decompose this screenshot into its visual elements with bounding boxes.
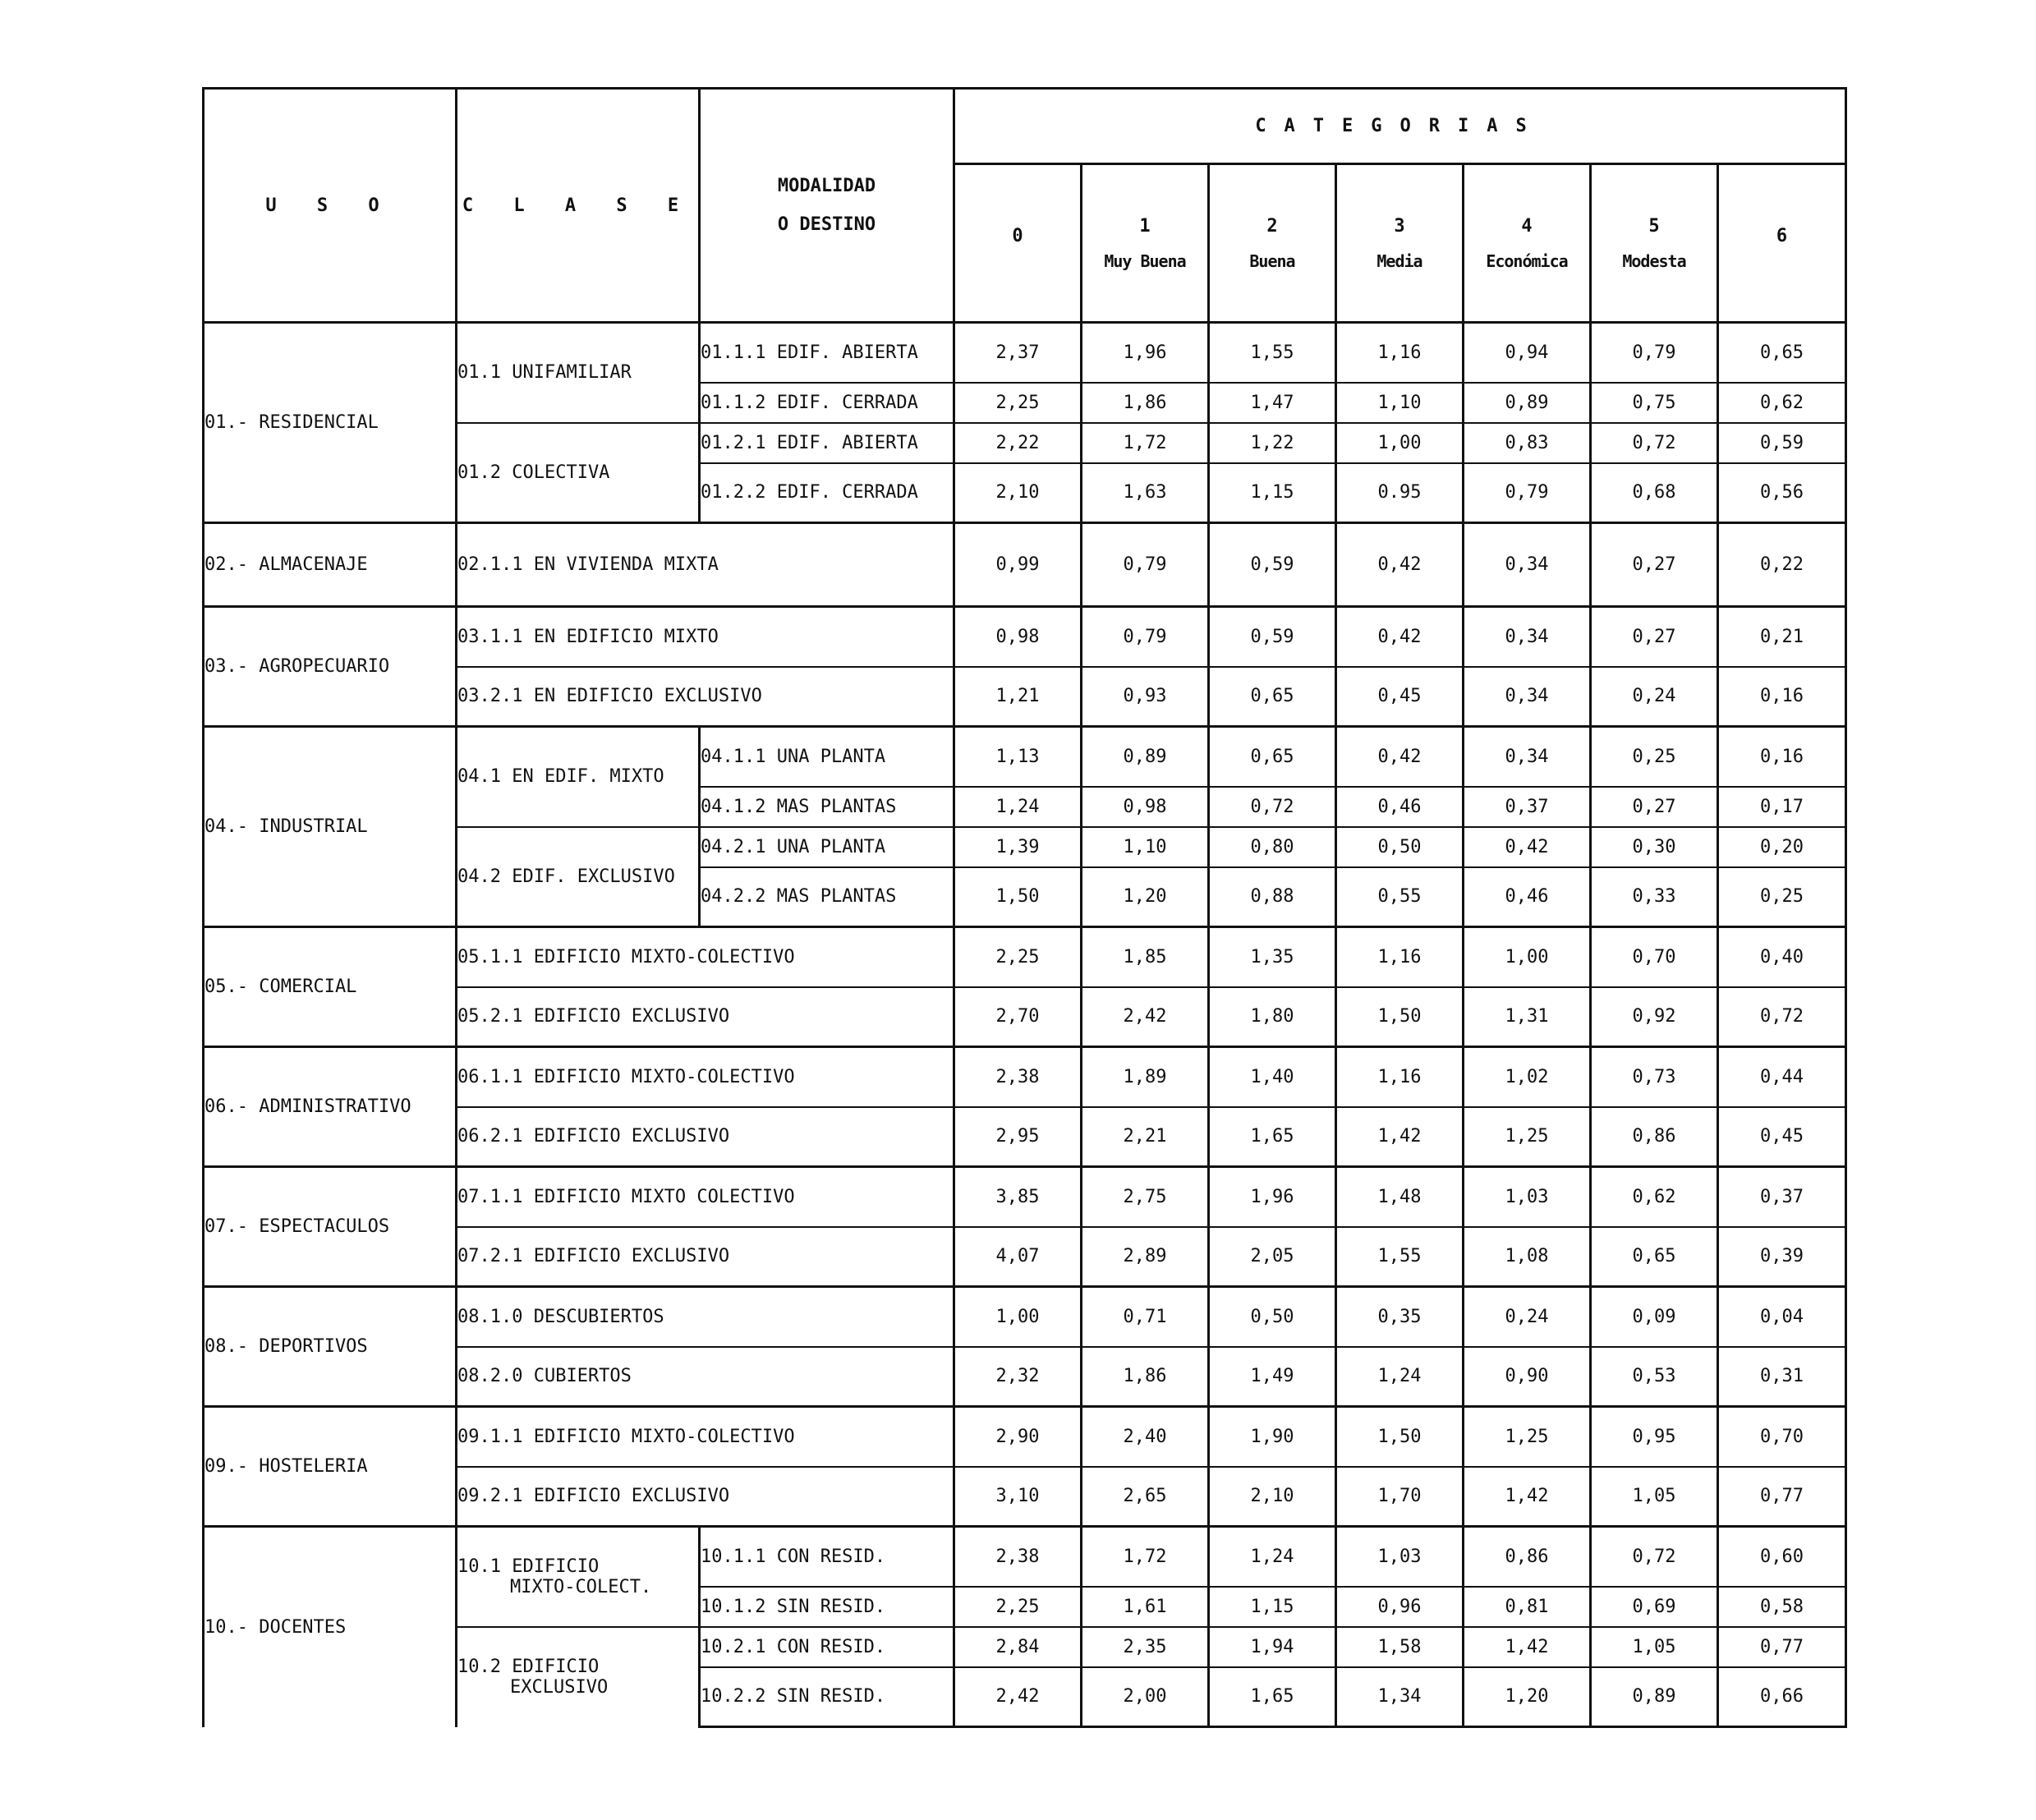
value-cell-cat-1: 2,65 — [1082, 1467, 1209, 1527]
table-row — [204, 1287, 1846, 1347]
uso-cell: 04.- INDUSTRIAL — [204, 727, 457, 927]
value-cell-cat-0: 1,50 — [954, 867, 1082, 927]
modalidad-cell: 04.1.1 UNA PLANTA — [700, 727, 954, 787]
uso-cell: 02.- ALMACENAJE — [204, 523, 457, 607]
value-cell-cat-6: 0,59 — [1718, 423, 1846, 463]
value-cell-cat-0: 2,25 — [954, 927, 1082, 987]
value-cell-cat-1: 1,86 — [1082, 1347, 1209, 1407]
value-cell-cat-5: 0,24 — [1591, 667, 1718, 727]
value-cell-cat-5: 0,69 — [1591, 1587, 1718, 1627]
value-cell-cat-3: 1,16 — [1336, 1047, 1464, 1107]
value-cell-cat-6: 0,66 — [1718, 1667, 1846, 1727]
value-cell-cat-2: 1,55 — [1209, 323, 1336, 383]
value-cell-cat-4: 0,42 — [1464, 827, 1591, 867]
category-number: 6 — [1776, 225, 1788, 246]
value-cell-cat-4: 1,00 — [1464, 927, 1591, 987]
value-cell-cat-4: 1,02 — [1464, 1047, 1591, 1107]
value-cell-cat-3: 0,35 — [1336, 1287, 1464, 1347]
value-cell-cat-0: 2,38 — [954, 1047, 1082, 1107]
value-cell-cat-4: 0,24 — [1464, 1287, 1591, 1347]
value-cell-cat-3: 1,24 — [1336, 1347, 1464, 1407]
uso-cell: 08.- DEPORTIVOS — [204, 1287, 457, 1407]
table-row — [204, 1167, 1846, 1227]
value-cell-cat-6: 0,77 — [1718, 1467, 1846, 1527]
value-cell-cat-1: 2,42 — [1082, 987, 1209, 1047]
value-cell-cat-6: 0,45 — [1718, 1107, 1846, 1167]
value-cell-cat-2: 0,50 — [1209, 1287, 1336, 1347]
value-cell-cat-5: 0,65 — [1591, 1227, 1718, 1287]
value-cell-cat-0: 2,84 — [954, 1627, 1082, 1667]
value-cell-cat-3: 0,55 — [1336, 867, 1464, 927]
value-cell-cat-5: 0,62 — [1591, 1167, 1718, 1227]
value-cell-cat-6: 0,37 — [1718, 1167, 1846, 1227]
category-number: 0 — [1012, 225, 1023, 246]
value-cell-cat-6: 0,31 — [1718, 1347, 1846, 1407]
clase-label: 01.2 COLECTIVA — [457, 462, 610, 483]
value-cell-cat-4: 0,81 — [1464, 1587, 1591, 1627]
value-cell-cat-6: 0,40 — [1718, 927, 1846, 987]
value-cell-cat-4: 1,20 — [1464, 1667, 1591, 1727]
clase-modalidad-cell: 03.2.1 EN EDIFICIO EXCLUSIVO — [457, 667, 954, 727]
value-cell-cat-4: 0,37 — [1464, 787, 1591, 827]
value-cell-cat-3: 0,42 — [1336, 727, 1464, 787]
value-cell-cat-2: 1,24 — [1209, 1527, 1336, 1587]
value-cell-cat-2: 1,35 — [1209, 927, 1336, 987]
value-cell-cat-3: 1,50 — [1336, 987, 1464, 1047]
value-cell-cat-3: 0,96 — [1336, 1587, 1464, 1627]
clase-modalidad-cell: 05.1.1 EDIFICIO MIXTO-COLECTIVO — [457, 927, 954, 987]
value-cell-cat-4: 0,46 — [1464, 867, 1591, 927]
value-cell-cat-1: 0,71 — [1082, 1287, 1209, 1347]
value-cell-cat-0: 1,13 — [954, 727, 1082, 787]
value-cell-cat-6: 0,70 — [1718, 1407, 1846, 1467]
value-cell-cat-6: 0,04 — [1718, 1287, 1846, 1347]
value-cell-cat-3: 1,34 — [1336, 1667, 1464, 1727]
value-cell-cat-3: 1,16 — [1336, 927, 1464, 987]
table-row — [204, 323, 1846, 383]
value-cell-cat-3: 1,00 — [1336, 423, 1464, 463]
value-cell-cat-0: 2,90 — [954, 1407, 1082, 1467]
value-cell-cat-5: 1,05 — [1591, 1467, 1718, 1527]
value-cell-cat-2: 1,15 — [1209, 1587, 1336, 1627]
modalidad-cell: 10.1.2 SIN RESID. — [700, 1587, 954, 1627]
value-cell-cat-4: 1,25 — [1464, 1407, 1591, 1467]
modalidad-cell: 01.2.1 EDIF. ABIERTA — [700, 423, 954, 463]
value-cell-cat-6: 0,22 — [1718, 523, 1846, 607]
value-cell-cat-4: 1,08 — [1464, 1227, 1591, 1287]
value-cell-cat-5: 0,92 — [1591, 987, 1718, 1047]
uso-cell: 06.- ADMINISTRATIVO — [204, 1047, 457, 1167]
uso-cell: 07.- ESPECTACULOS — [204, 1167, 457, 1287]
value-cell-cat-1: 0,98 — [1082, 787, 1209, 827]
value-cell-cat-5: 0,30 — [1591, 827, 1718, 867]
value-cell-cat-0: 0,99 — [954, 523, 1082, 607]
value-cell-cat-2: 1,80 — [1209, 987, 1336, 1047]
value-cell-cat-6: 0,62 — [1718, 383, 1846, 423]
category-header-4 — [1464, 164, 1591, 323]
value-cell-cat-6: 0,77 — [1718, 1627, 1846, 1667]
value-cell-cat-5: 0,09 — [1591, 1287, 1718, 1347]
value-cell-cat-3: 0.95 — [1336, 463, 1464, 523]
value-cell-cat-1: 1,89 — [1082, 1047, 1209, 1107]
value-cell-cat-3: 1,70 — [1336, 1467, 1464, 1527]
value-cell-cat-3: 1,42 — [1336, 1107, 1464, 1167]
modalidad-cell: 01.1.1 EDIF. ABIERTA — [700, 323, 954, 383]
header-clase: C L A S E — [457, 89, 700, 323]
value-cell-cat-4: 0,90 — [1464, 1347, 1591, 1407]
uso-cell: 03.- AGROPECUARIO — [204, 607, 457, 727]
value-cell-cat-1: 1,72 — [1082, 423, 1209, 463]
clase-label-line2: MIXTO-COLECT. — [510, 1576, 652, 1597]
modalidad-cell: 10.2.1 CON RESID. — [700, 1627, 954, 1667]
value-cell-cat-3: 0,45 — [1336, 667, 1464, 727]
value-cell-cat-4: 0,34 — [1464, 727, 1591, 787]
uso-cell: 09.- HOSTELERIA — [204, 1407, 457, 1527]
header-modalidad-line2: O DESTINO — [777, 214, 876, 235]
value-cell-cat-1: 2,40 — [1082, 1407, 1209, 1467]
value-cell-cat-3: 0,42 — [1336, 607, 1464, 667]
clase-cell — [457, 827, 700, 927]
value-cell-cat-2: 1,40 — [1209, 1047, 1336, 1107]
category-number: 1 — [1139, 215, 1151, 237]
clase-label-line2: EXCLUSIVO — [510, 1677, 609, 1698]
clase-cell — [457, 323, 700, 423]
clase-modalidad-cell: 06.2.1 EDIFICIO EXCLUSIVO — [457, 1107, 954, 1167]
category-number: 4 — [1521, 215, 1533, 237]
value-cell-cat-0: 2,70 — [954, 987, 1082, 1047]
value-cell-cat-3: 1,50 — [1336, 1407, 1464, 1467]
clase-modalidad-cell: 03.1.1 EN EDIFICIO MIXTO — [457, 607, 954, 667]
value-cell-cat-0: 2,25 — [954, 1587, 1082, 1627]
modalidad-cell: 04.2.2 MAS PLANTAS — [700, 867, 954, 927]
value-cell-cat-6: 0,65 — [1718, 323, 1846, 383]
clase-cell — [457, 727, 700, 827]
table-row — [204, 1047, 1846, 1107]
value-cell-cat-5: 0,25 — [1591, 727, 1718, 787]
value-cell-cat-3: 0,50 — [1336, 827, 1464, 867]
value-cell-cat-5: 0,95 — [1591, 1407, 1718, 1467]
category-header-1 — [1082, 164, 1209, 323]
value-cell-cat-5: 0,27 — [1591, 787, 1718, 827]
value-cell-cat-1: 1,96 — [1082, 323, 1209, 383]
value-cell-cat-2: 0,65 — [1209, 667, 1336, 727]
clase-modalidad-cell: 07.1.1 EDIFICIO MIXTO COLECTIVO — [457, 1167, 954, 1227]
value-cell-cat-0: 2,38 — [954, 1527, 1082, 1587]
value-cell-cat-3: 1,10 — [1336, 383, 1464, 423]
clase-cell — [457, 1527, 700, 1627]
clase-modalidad-cell: 08.2.0 CUBIERTOS — [457, 1347, 954, 1407]
clase-cell — [457, 1627, 700, 1727]
category-header-2 — [1209, 164, 1336, 323]
clase-modalidad-cell: 05.2.1 EDIFICIO EXCLUSIVO — [457, 987, 954, 1047]
value-cell-cat-0: 2,25 — [954, 383, 1082, 423]
value-cell-cat-5: 0,79 — [1591, 323, 1718, 383]
value-cell-cat-4: 0,89 — [1464, 383, 1591, 423]
value-cell-cat-0: 2,10 — [954, 463, 1082, 523]
value-cell-cat-1: 1,63 — [1082, 463, 1209, 523]
modalidad-cell: 01.1.2 EDIF. CERRADA — [700, 383, 954, 423]
category-number: 3 — [1394, 215, 1405, 237]
value-cell-cat-0: 4,07 — [954, 1227, 1082, 1287]
value-cell-cat-2: 1,22 — [1209, 423, 1336, 463]
category-number: 5 — [1648, 215, 1660, 237]
value-cell-cat-2: 1,96 — [1209, 1167, 1336, 1227]
category-header-6 — [1718, 164, 1846, 323]
header-categorias: CATEGORIAS — [954, 89, 1846, 164]
value-cell-cat-2: 0,88 — [1209, 867, 1336, 927]
value-cell-cat-0: 1,39 — [954, 827, 1082, 867]
value-cell-cat-4: 0,94 — [1464, 323, 1591, 383]
clase-modalidad-cell: 07.2.1 EDIFICIO EXCLUSIVO — [457, 1227, 954, 1287]
value-cell-cat-6: 0,16 — [1718, 667, 1846, 727]
clase-label: 10.1 EDIFICIO — [457, 1556, 600, 1577]
value-cell-cat-1: 2,21 — [1082, 1107, 1209, 1167]
value-cell-cat-5: 0,33 — [1591, 867, 1718, 927]
value-cell-cat-1: 1,61 — [1082, 1587, 1209, 1627]
value-cell-cat-2: 2,05 — [1209, 1227, 1336, 1287]
value-cell-cat-5: 0,89 — [1591, 1667, 1718, 1727]
value-cell-cat-0: 2,42 — [954, 1667, 1082, 1727]
value-cell-cat-4: 0,34 — [1464, 667, 1591, 727]
value-cell-cat-0: 2,32 — [954, 1347, 1082, 1407]
value-cell-cat-1: 1,85 — [1082, 927, 1209, 987]
value-cell-cat-5: 1,05 — [1591, 1627, 1718, 1667]
value-cell-cat-5: 0,68 — [1591, 463, 1718, 523]
table-body — [204, 323, 1846, 1727]
value-cell-cat-6: 0,58 — [1718, 1587, 1846, 1627]
value-cell-cat-1: 2,00 — [1082, 1667, 1209, 1727]
value-cell-cat-2: 0,80 — [1209, 827, 1336, 867]
value-cell-cat-2: 0,59 — [1209, 607, 1336, 667]
clase-label: 01.1 UNIFAMILIAR — [457, 362, 632, 384]
value-cell-cat-1: 0,79 — [1082, 523, 1209, 607]
value-cell-cat-0: 1,24 — [954, 787, 1082, 827]
value-cell-cat-1: 2,35 — [1082, 1627, 1209, 1667]
table-row — [204, 607, 1846, 667]
category-header-5 — [1591, 164, 1718, 323]
value-cell-cat-2: 1,94 — [1209, 1627, 1336, 1667]
clase-label: 04.1 EN EDIF. MIXTO — [457, 766, 664, 788]
value-cell-cat-1: 1,72 — [1082, 1527, 1209, 1587]
value-cell-cat-6: 0,17 — [1718, 787, 1846, 827]
value-cell-cat-4: 0,34 — [1464, 523, 1591, 607]
value-cell-cat-2: 0,59 — [1209, 523, 1336, 607]
modalidad-cell: 10.1.1 CON RESID. — [700, 1527, 954, 1587]
value-cell-cat-0: 1,21 — [954, 667, 1082, 727]
value-cell-cat-2: 1,90 — [1209, 1407, 1336, 1467]
table-row — [204, 727, 1846, 787]
value-cell-cat-4: 0,83 — [1464, 423, 1591, 463]
value-cell-cat-2: 1,65 — [1209, 1667, 1336, 1727]
category-label: Muy Buena — [1104, 250, 1186, 271]
valuation-coefficients-table — [202, 87, 1847, 1728]
value-cell-cat-2: 1,65 — [1209, 1107, 1336, 1167]
header-modalidad — [700, 89, 954, 323]
value-cell-cat-1: 0,93 — [1082, 667, 1209, 727]
clase-cell — [457, 423, 700, 523]
table-header — [204, 89, 1846, 323]
value-cell-cat-2: 0,72 — [1209, 787, 1336, 827]
uso-cell: 05.- COMERCIAL — [204, 927, 457, 1047]
value-cell-cat-5: 0,72 — [1591, 1527, 1718, 1587]
value-cell-cat-6: 0,60 — [1718, 1527, 1846, 1587]
category-header-3 — [1336, 164, 1464, 323]
value-cell-cat-3: 1,58 — [1336, 1627, 1464, 1667]
value-cell-cat-6: 0,56 — [1718, 463, 1846, 523]
value-cell-cat-3: 0,46 — [1336, 787, 1464, 827]
value-cell-cat-4: 0,34 — [1464, 607, 1591, 667]
value-cell-cat-5: 0,27 — [1591, 523, 1718, 607]
value-cell-cat-4: 1,42 — [1464, 1467, 1591, 1527]
value-cell-cat-3: 1,48 — [1336, 1167, 1464, 1227]
value-cell-cat-5: 0,70 — [1591, 927, 1718, 987]
table-row — [204, 523, 1846, 607]
header-uso: U S O — [204, 89, 457, 323]
value-cell-cat-2: 1,49 — [1209, 1347, 1336, 1407]
category-label: Económica — [1486, 250, 1568, 271]
value-cell-cat-0: 3,10 — [954, 1467, 1082, 1527]
value-cell-cat-6: 0,16 — [1718, 727, 1846, 787]
value-cell-cat-2: 1,15 — [1209, 463, 1336, 523]
header-modalidad-line1: MODALIDAD — [777, 176, 876, 196]
value-cell-cat-3: 1,16 — [1336, 323, 1464, 383]
table-row — [204, 1407, 1846, 1467]
value-cell-cat-1: 2,89 — [1082, 1227, 1209, 1287]
value-cell-cat-0: 2,22 — [954, 423, 1082, 463]
value-cell-cat-3: 0,42 — [1336, 523, 1464, 607]
clase-modalidad-cell: 02.1.1 EN VIVIENDA MIXTA — [457, 523, 954, 607]
category-header-0 — [954, 164, 1082, 323]
clase-modalidad-cell: 08.1.0 DESCUBIERTOS — [457, 1287, 954, 1347]
value-cell-cat-4: 0,79 — [1464, 463, 1591, 523]
value-cell-cat-6: 0,72 — [1718, 987, 1846, 1047]
value-cell-cat-1: 1,86 — [1082, 383, 1209, 423]
value-cell-cat-5: 0,27 — [1591, 607, 1718, 667]
value-cell-cat-5: 0,86 — [1591, 1107, 1718, 1167]
value-cell-cat-4: 1,25 — [1464, 1107, 1591, 1167]
value-cell-cat-2: 0,65 — [1209, 727, 1336, 787]
value-cell-cat-4: 1,03 — [1464, 1167, 1591, 1227]
modalidad-cell: 04.2.1 UNA PLANTA — [700, 827, 954, 867]
modalidad-cell: 10.2.2 SIN RESID. — [700, 1667, 954, 1727]
value-cell-cat-0: 0,98 — [954, 607, 1082, 667]
clase-label: 10.2 EDIFICIO — [457, 1657, 600, 1677]
value-cell-cat-6: 0,39 — [1718, 1227, 1846, 1287]
value-cell-cat-1: 1,10 — [1082, 827, 1209, 867]
category-label: Buena — [1249, 250, 1295, 271]
value-cell-cat-0: 1,00 — [954, 1287, 1082, 1347]
value-cell-cat-3: 1,55 — [1336, 1227, 1464, 1287]
value-cell-cat-0: 3,85 — [954, 1167, 1082, 1227]
value-cell-cat-2: 1,47 — [1209, 383, 1336, 423]
table-row — [204, 1527, 1846, 1587]
value-cell-cat-0: 2,95 — [954, 1107, 1082, 1167]
clase-modalidad-cell: 09.2.1 EDIFICIO EXCLUSIVO — [457, 1467, 954, 1527]
value-cell-cat-3: 1,03 — [1336, 1527, 1464, 1587]
value-cell-cat-1: 1,20 — [1082, 867, 1209, 927]
value-cell-cat-5: 0,73 — [1591, 1047, 1718, 1107]
value-cell-cat-4: 1,31 — [1464, 987, 1591, 1047]
clase-label: 04.2 EDIF. EXCLUSIVO — [457, 866, 675, 887]
value-cell-cat-1: 0,79 — [1082, 607, 1209, 667]
modalidad-cell: 01.2.2 EDIF. CERRADA — [700, 463, 954, 523]
clase-modalidad-cell: 06.1.1 EDIFICIO MIXTO-COLECTIVO — [457, 1047, 954, 1107]
value-cell-cat-1: 0,89 — [1082, 727, 1209, 787]
value-cell-cat-1: 2,75 — [1082, 1167, 1209, 1227]
uso-cell: 10.- DOCENTES — [204, 1527, 457, 1727]
value-cell-cat-5: 0,75 — [1591, 383, 1718, 423]
category-label: Media — [1376, 250, 1422, 271]
value-cell-cat-6: 0,21 — [1718, 607, 1846, 667]
value-cell-cat-0: 2,37 — [954, 323, 1082, 383]
value-cell-cat-6: 0,20 — [1718, 827, 1846, 867]
category-number: 2 — [1266, 215, 1278, 237]
value-cell-cat-5: 0,53 — [1591, 1347, 1718, 1407]
value-cell-cat-2: 2,10 — [1209, 1467, 1336, 1527]
table-row — [204, 927, 1846, 987]
modalidad-cell: 04.1.2 MAS PLANTAS — [700, 787, 954, 827]
value-cell-cat-5: 0,72 — [1591, 423, 1718, 463]
value-cell-cat-6: 0,44 — [1718, 1047, 1846, 1107]
category-label: Modesta — [1622, 250, 1686, 271]
value-cell-cat-6: 0,25 — [1718, 867, 1846, 927]
value-cell-cat-4: 0,86 — [1464, 1527, 1591, 1587]
clase-modalidad-cell: 09.1.1 EDIFICIO MIXTO-COLECTIVO — [457, 1407, 954, 1467]
value-cell-cat-4: 1,42 — [1464, 1627, 1591, 1667]
uso-cell: 01.- RESIDENCIAL — [204, 323, 457, 523]
